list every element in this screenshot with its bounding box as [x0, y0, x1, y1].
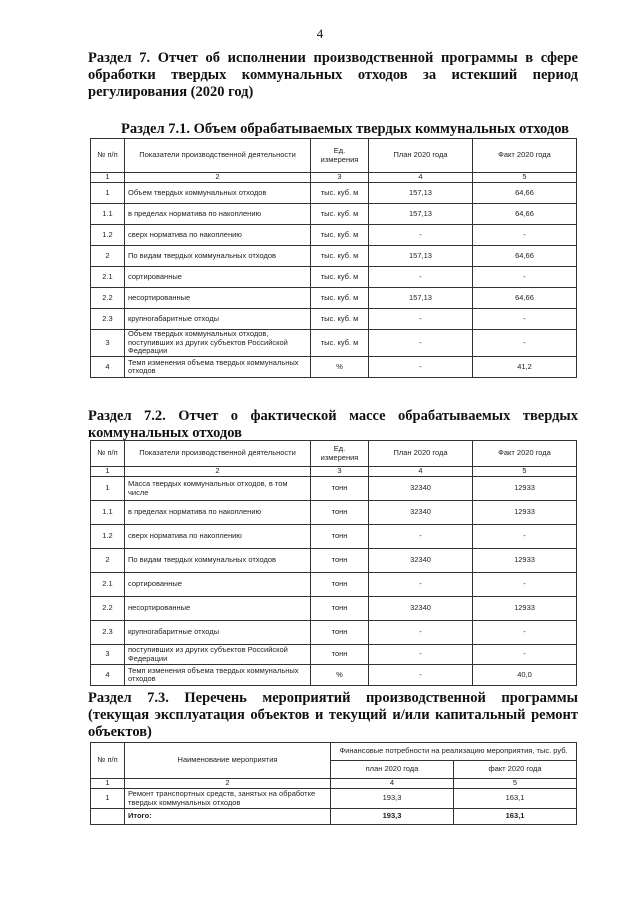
row-plan: -	[369, 665, 473, 686]
table-row	[91, 204, 577, 225]
row-num: 1	[91, 477, 125, 501]
column-number: 5	[454, 779, 577, 789]
row-indicator: Темп изменения объема твердых коммунальных отходов	[125, 665, 311, 686]
table-row	[91, 288, 577, 309]
row-num: 2.1	[91, 573, 125, 597]
header-num: № п/п	[91, 441, 125, 467]
row-plan: -	[369, 621, 473, 645]
row-fact: -	[473, 621, 577, 645]
table-row	[91, 501, 577, 525]
row-plan: 157,13	[369, 183, 473, 204]
row-indicator: По видам твердых коммунальных отходов	[125, 246, 311, 267]
column-number: 1	[91, 779, 125, 789]
row-unit: тонн	[311, 477, 369, 501]
row-unit: тыс. куб. м	[311, 225, 369, 246]
table-row	[91, 477, 577, 501]
row-num: 2.2	[91, 597, 125, 621]
row-fact: 41,2	[473, 357, 577, 378]
row-fact: 12933	[473, 477, 577, 501]
row-fact: 64,66	[473, 183, 577, 204]
row-unit: тыс. куб. м	[311, 204, 369, 225]
row-plan: 157,13	[369, 204, 473, 225]
row-num: 1.1	[91, 501, 125, 525]
row-plan: 32340	[369, 501, 473, 525]
column-number: 2	[125, 467, 311, 477]
row-indicator: крупногабаритные отходы	[125, 309, 311, 330]
row-fact: -	[473, 309, 577, 330]
table-row	[91, 225, 577, 246]
row-num: 1.2	[91, 225, 125, 246]
row-indicator: в пределах норматива по накоплению	[125, 501, 311, 525]
table-row	[91, 789, 577, 809]
row-fact: 64,66	[473, 204, 577, 225]
header-fact: Факт 2020 года	[473, 139, 577, 173]
total-fact: 163,1	[454, 809, 577, 825]
row-num: 3	[91, 645, 125, 665]
header-fact: факт 2020 года	[454, 761, 577, 779]
column-number: 1	[91, 173, 125, 183]
total-row	[91, 809, 577, 825]
row-unit: тыс. куб. м	[311, 330, 369, 357]
header-num: № п/п	[91, 139, 125, 173]
row-plan: -	[369, 573, 473, 597]
row-fact: -	[473, 573, 577, 597]
row-plan: -	[369, 645, 473, 665]
row-plan: 157,13	[369, 288, 473, 309]
table-row	[91, 183, 577, 204]
page-number: 4	[316, 26, 324, 41]
row-num: 2.3	[91, 621, 125, 645]
column-number: 5	[473, 467, 577, 477]
row-plan: 32340	[369, 597, 473, 621]
table-row	[91, 246, 577, 267]
row-unit: тыс. куб. м	[311, 288, 369, 309]
row-indicator: в пределах норматива по накоплению	[125, 204, 311, 225]
header-plan: план 2020 года	[331, 761, 454, 779]
table-row	[91, 267, 577, 288]
column-number: 4	[369, 467, 473, 477]
row-num: 3	[91, 330, 125, 357]
row-plan: 32340	[369, 549, 473, 573]
row-unit: тыс. куб. м	[311, 183, 369, 204]
header-unit: Ед. измерения	[311, 441, 369, 467]
header-measure-name: Наименование мероприятия	[125, 743, 331, 779]
header-fact: Факт 2020 года	[473, 441, 577, 467]
column-number: 3	[311, 173, 369, 183]
row-plan: 32340	[369, 477, 473, 501]
header-num: № п/п	[91, 743, 125, 779]
row-unit: тонн	[311, 645, 369, 665]
row-plan: 157,13	[369, 246, 473, 267]
row-plan: -	[369, 330, 473, 357]
row-indicator: сверх норматива по накоплению	[125, 225, 311, 246]
row-fact: -	[473, 645, 577, 665]
column-number: 5	[473, 173, 577, 183]
row-plan: 193,3	[331, 789, 454, 809]
row-plan: -	[369, 225, 473, 246]
row-num: 4	[91, 357, 125, 378]
row-unit: тыс. куб. м	[311, 309, 369, 330]
row-fact: 12933	[473, 501, 577, 525]
total-plan: 193,3	[331, 809, 454, 825]
header-plan: План 2020 года	[369, 139, 473, 173]
row-indicator: Масса твердых коммунальных отходов, в том числе	[125, 477, 311, 501]
table-row	[91, 621, 577, 645]
header-financial-needs: Финансовые потребности на реализацию мероприятия, тыс. руб.	[331, 743, 577, 761]
column-number: 4	[331, 779, 454, 789]
row-plan: -	[369, 309, 473, 330]
row-fact: 12933	[473, 597, 577, 621]
row-num: 2	[91, 549, 125, 573]
table-row	[91, 645, 577, 665]
table-row	[91, 525, 577, 549]
header-indicator: Показатели производственной деятельности	[125, 441, 311, 467]
row-measure-name: Ремонт транспортных средств, занятых на обработке твердых коммунальных отходов	[125, 789, 331, 809]
row-indicator: сортированные	[125, 267, 311, 288]
column-number: 3	[311, 467, 369, 477]
row-indicator: сортированные	[125, 573, 311, 597]
header-indicator: Показатели производственной деятельности	[125, 139, 311, 173]
table-row	[91, 330, 577, 357]
measures-table	[90, 742, 577, 825]
column-number: 2	[125, 779, 331, 789]
row-num: 4	[91, 665, 125, 686]
row-plan: -	[369, 525, 473, 549]
column-number: 4	[369, 173, 473, 183]
row-num: 2.1	[91, 267, 125, 288]
row-plan: -	[369, 267, 473, 288]
row-fact: -	[473, 225, 577, 246]
section-7-3-title: Раздел 7.3. Перечень мероприятий производственной программы (текущая эксплуатация объектов и текущий и/или капитальный ремонт объектов)	[88, 690, 578, 740]
section-7-1-title: Раздел 7.1. Объем обрабатываемых твердых коммунальных отходов	[121, 121, 569, 137]
row-num: 1.2	[91, 525, 125, 549]
row-indicator: сверх норматива по накоплению	[125, 525, 311, 549]
row-unit: тонн	[311, 501, 369, 525]
total-label: Итого:	[125, 809, 331, 825]
row-num: 1	[91, 183, 125, 204]
row-fact: -	[473, 525, 577, 549]
table-row	[91, 597, 577, 621]
row-unit: тонн	[311, 621, 369, 645]
volume-table	[90, 138, 577, 378]
table-header-row	[91, 139, 577, 173]
row-indicator: По видам твердых коммунальных отходов	[125, 549, 311, 573]
section-7-2-title: Раздел 7.2. Отчет о фактической массе обрабатываемых твердых коммунальных отходов	[88, 408, 578, 441]
row-num: 1.1	[91, 204, 125, 225]
table-header-row	[91, 743, 577, 761]
row-indicator: крупногабаритные отходы	[125, 621, 311, 645]
table-row	[91, 357, 577, 378]
table-header-row	[91, 441, 577, 467]
mass-table	[90, 440, 577, 686]
table-row	[91, 309, 577, 330]
row-fact: 163,1	[454, 789, 577, 809]
row-fact: 64,66	[473, 246, 577, 267]
row-unit: тонн	[311, 549, 369, 573]
section-7-title: Раздел 7. Отчет об исполнении производственной программы в сфере обработки твердых коммунальных отходов за истекший период регулирования (2020 год)	[88, 50, 578, 100]
row-fact: -	[473, 267, 577, 288]
row-fact: -	[473, 330, 577, 357]
row-indicator: Объем твердых коммунальных отходов	[125, 183, 311, 204]
row-unit: тыс. куб. м	[311, 267, 369, 288]
header-unit: Ед. измерения	[311, 139, 369, 173]
row-indicator: поступивших из других субъектов Российской Федерации	[125, 645, 311, 665]
table-row	[91, 573, 577, 597]
table-row	[91, 549, 577, 573]
row-indicator: Объем твердых коммунальных отходов, поступивших из других субъектов Российской Федерации	[125, 330, 311, 357]
row-indicator: несортированные	[125, 288, 311, 309]
row-num: 1	[91, 789, 125, 809]
row-plan: -	[369, 357, 473, 378]
column-number-row	[91, 779, 577, 789]
total-empty-cell	[91, 809, 125, 825]
row-fact: 12933	[473, 549, 577, 573]
row-num: 2.2	[91, 288, 125, 309]
column-number: 2	[125, 173, 311, 183]
column-number-row	[91, 173, 577, 183]
column-number-row	[91, 467, 577, 477]
row-indicator: несортированные	[125, 597, 311, 621]
row-fact: 64,66	[473, 288, 577, 309]
header-plan: План 2020 года	[369, 441, 473, 467]
row-unit: тонн	[311, 573, 369, 597]
row-indicator: Темп изменения объема твердых коммунальных отходов	[125, 357, 311, 378]
table-row	[91, 665, 577, 686]
row-fact: 40,0	[473, 665, 577, 686]
row-unit: %	[311, 357, 369, 378]
row-unit: тонн	[311, 525, 369, 549]
row-num: 2	[91, 246, 125, 267]
row-unit: %	[311, 665, 369, 686]
row-num: 2.3	[91, 309, 125, 330]
row-unit: тыс. куб. м	[311, 246, 369, 267]
row-unit: тонн	[311, 597, 369, 621]
column-number: 1	[91, 467, 125, 477]
